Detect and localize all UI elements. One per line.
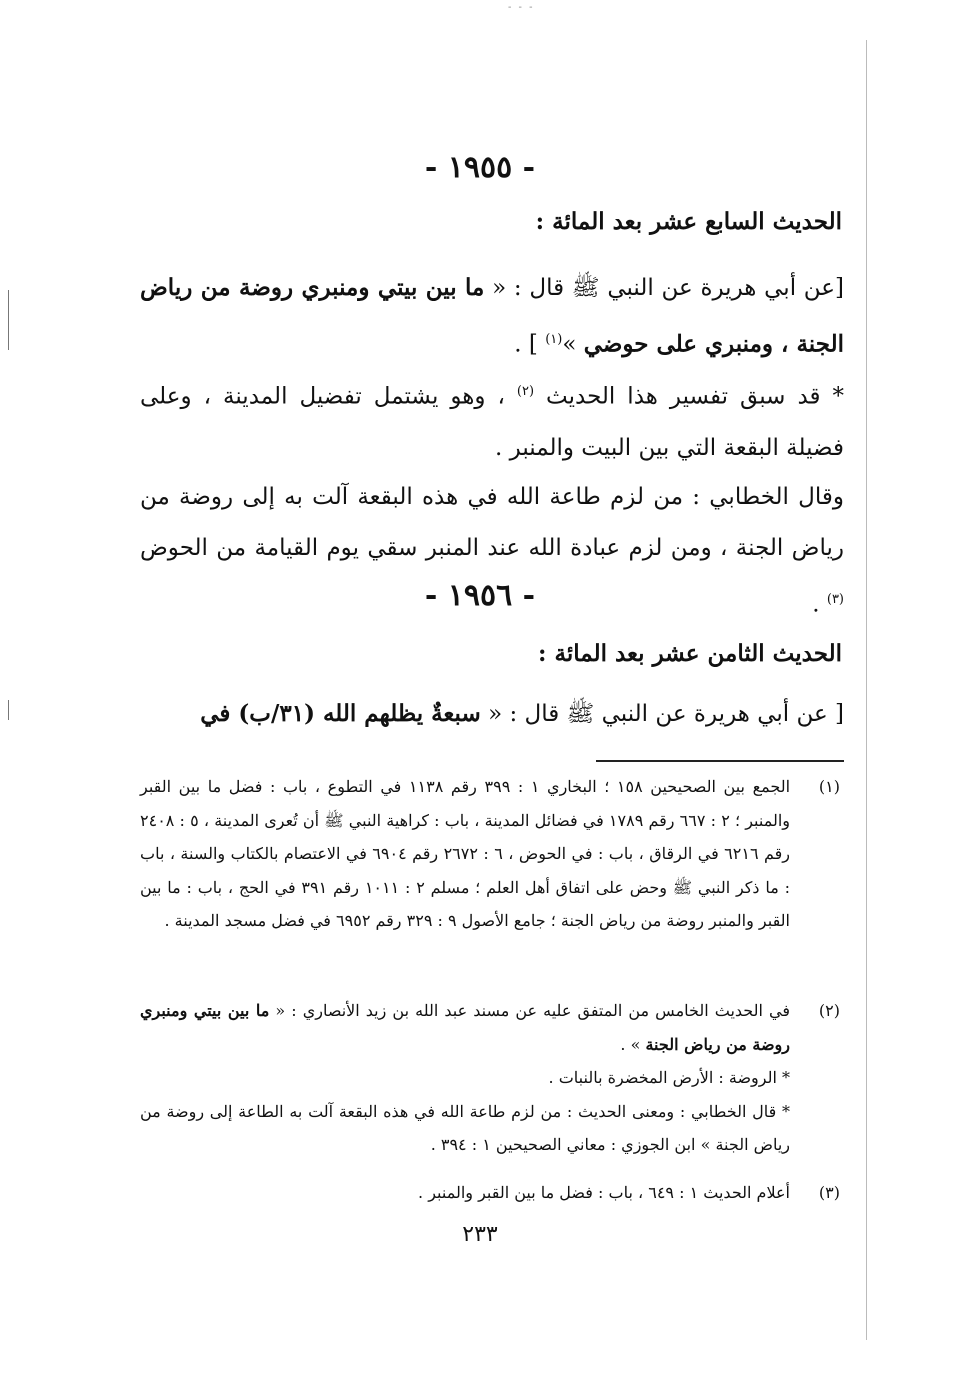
footnote-number: (٢) bbox=[818, 1001, 840, 1020]
commentary-part-a: * قد سبق تفسير هذا الحديث bbox=[546, 383, 845, 410]
footnote-line: * قال الخطابي : ومعنى الحديث : من لزم طاعة الله في هذه البقعة آلت به الطاعة إلى روضة من رياض الجنة » ابن الجوزي : معاني الصحيحين ١ : ٣٩٤ . bbox=[140, 1101, 790, 1154]
footnote-number: (٣) bbox=[818, 1183, 840, 1202]
hadith-heading: الحديث السابع عشر بعد المائة : bbox=[535, 208, 842, 235]
footnote-3 bbox=[140, 1176, 840, 1210]
footnote-separator bbox=[596, 760, 844, 762]
left-edge-mark bbox=[8, 700, 9, 720]
left-edge-mark bbox=[8, 290, 9, 350]
hadith-intro: [ عن أبي هريرة عن النبي ﷺ قال : « bbox=[488, 701, 844, 727]
right-edge-mark bbox=[866, 40, 867, 1340]
commentary-paragraph bbox=[140, 366, 844, 474]
footnote-ref: (١) bbox=[545, 332, 563, 347]
footnote-line: * الروضة : الأرض المخضرة بالنبات . bbox=[548, 1068, 790, 1087]
hadith-intro: [عن أبي هريرة عن النبي ﷺ قال : « bbox=[492, 275, 845, 301]
footnote-1 bbox=[140, 770, 840, 938]
hadith-text bbox=[140, 688, 844, 740]
hadith-text bbox=[140, 262, 844, 371]
hadith-number: - ١٩٥٥ - bbox=[424, 150, 536, 185]
footnote-text: الجمع بين الصحيحين ١٥٨ ؛ البخاري ١ : ٣٩٩ رقم ١١٣٨ في التطوع ، باب : فضل ما بين القبر والمنبر ؛ ٢ : ٦٦٧ رقم ١٧٨٩ في فضائل المدينة ، باب : كراهية النبي ﷺ أن تُعرى المدينة ، ٥ : ٢٤٠٨ رقم ٦٢١٦ في الرقاق ، باب : في الحوض ، ٦ : ٢٦٧٢ رقم ٦٩٠٤ في الاعتصام بالكتاب والسنة ، باب : ما ذكر النبي ﷺ وحض على اتفاق أهل العلم ؛ مسلم ٢ : ١٠١١ رقم ٣٩١ في الحج ، باب : ما بين القبر والمنبر روضة من رياض الجنة ؛ جامع الأصول ٩ : ٣٢٩ رقم ٦٩٥٢ في فضل مسجد المدينة . bbox=[140, 777, 791, 930]
footnote-text-part-a: في الحديث الخامس من المتفق عليه عن مسند عبد الله بن زيد الأنصاري : « bbox=[275, 1001, 791, 1020]
hadith-number: - ١٩٥٦ - bbox=[424, 578, 536, 613]
footnote-ref: (٣) bbox=[826, 592, 844, 607]
footnote-number: (١) bbox=[818, 777, 840, 796]
hadith-matn: سبعةٌ يظلهم الله (٣١/ب) في bbox=[200, 700, 481, 727]
hadith-matn: ما بين بيتي ومنبري روضة من رياض الجنة ، ومنبري على حوضي bbox=[140, 274, 844, 358]
hadith-close: » bbox=[562, 331, 577, 358]
footnote-ref: (٢) bbox=[516, 384, 535, 399]
commentary-part-b: ، وهو يشتمل تفضيل المدينة ، وعلى فضيلة البقعة التي بين البيت والمنبر . bbox=[140, 383, 844, 461]
footnote-text-part-b: » . bbox=[620, 1034, 641, 1054]
khattabi-text: وقال الخطابي : من لزم طاعة الله في هذه البقعة آلت به إلى روضة من رياض الجنة ، ومن لزم عبادة الله عند المنبر سقي يوم القيامة من الحوض bbox=[140, 484, 844, 561]
khattabi-end: . bbox=[812, 591, 827, 618]
footnote-2 bbox=[140, 994, 840, 1162]
page-number: ٢٣٣ bbox=[462, 1222, 498, 1247]
top-mark: - - - bbox=[508, 2, 535, 13]
hadith-end: ] . bbox=[514, 331, 546, 358]
footnote-matn: ما بين بيتي ومنبري روضة من رياض الجنة bbox=[140, 1001, 790, 1054]
hadith-heading: الحديث الثامن عشر بعد المائة : bbox=[538, 640, 842, 667]
footnote-text: أعلام الحديث ١ : ٦٤٩ ، باب : فضل ما بين القبر والمنبر . bbox=[418, 1183, 790, 1202]
footnote-text bbox=[140, 994, 790, 1162]
